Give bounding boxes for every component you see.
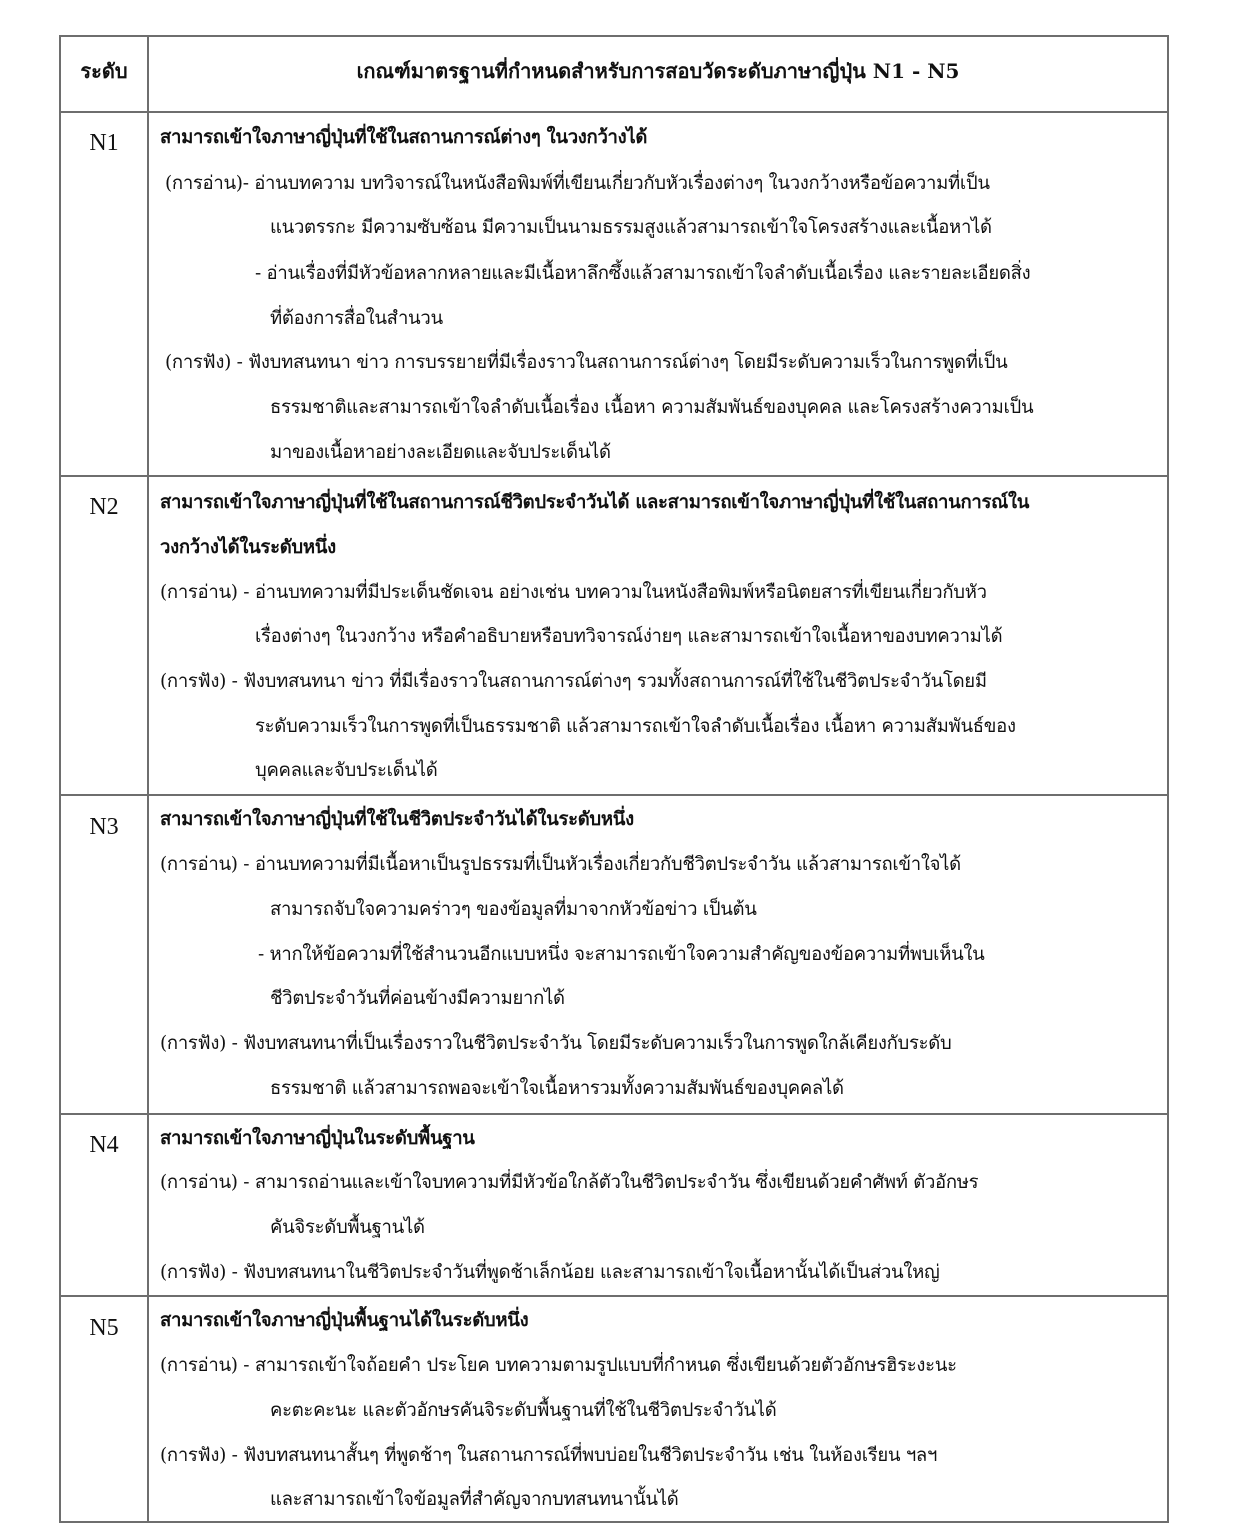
- header-level-label: ระดับ: [80, 59, 128, 83]
- n3-reading-line: สามารถจับใจความคร่าวๆ ของข้อมูลที่มาจากหัวข้อข่าว เป็นต้น: [270, 899, 757, 920]
- n3-reading-line: ชีวิตประจำวันที่ค่อนข้างมีความยากได้: [270, 988, 565, 1009]
- header-divider: [59, 111, 1169, 113]
- n1-reading-line: ที่ต้องการสื่อในสำนวน: [270, 308, 443, 329]
- row-divider-n2-n3: [59, 794, 1169, 796]
- n2-listening-line: บุคคลและจับประเด็นได้: [255, 760, 438, 781]
- n3-reading-line: - หากให้ข้อความที่ใช้สำนวนอีกแบบหนึ่ง จะสามารถเข้าใจความสำคัญของข้อความที่พบเห็นใน: [258, 944, 985, 965]
- n2-summary: วงกว้างได้ในระดับหนึ่ง: [160, 537, 336, 558]
- column-divider: [147, 35, 149, 1523]
- level-n3: N3: [89, 814, 119, 840]
- n3-listening-line: (การฟัง) - ฟังบทสนทนาที่เป็นเรื่องราวในชีวิตประจำวัน โดยมีระดับความเร็วในการพูดใกล้เคียงกับระดับ: [160, 1033, 952, 1054]
- n3-listening-line: ธรรมชาติ แล้วสามารถพอจะเข้าใจเนื้อหารวมทั้งความสัมพันธ์ของบุคคลได้: [270, 1078, 844, 1099]
- n2-listening-line: (การฟัง) - ฟังบทสนทนา ข่าว ที่มีเรื่องราวในสถานการณ์ต่างๆ รวมทั้งสถานการณ์ที่ใช้ในชีวิตประจำวันโดยมี: [160, 671, 987, 692]
- level-n4: N4: [89, 1132, 119, 1158]
- n4-summary: สามารถเข้าใจภาษาญี่ปุ่นในระดับพื้นฐาน: [160, 1128, 475, 1149]
- row-divider-n4-n5: [59, 1295, 1169, 1297]
- level-n2: N2: [89, 494, 119, 520]
- n1-listening-line: มาของเนื้อหาอย่างละเอียดและจับประเด็นได้: [270, 442, 611, 463]
- n5-summary: สามารถเข้าใจภาษาญี่ปุ่นพื้นฐานได้ในระดับหนึ่ง: [160, 1310, 529, 1331]
- n3-reading-line: (การอ่าน) - อ่านบทความที่มีเนื้อหาเป็นรูปธรรมที่เป็นหัวเรื่องเกี่ยวกับชีวิตประจำวัน แล้วสามารถเข้าใจได้: [160, 854, 961, 875]
- n4-reading-line: คันจิระดับพื้นฐานได้: [270, 1217, 425, 1238]
- n2-reading-line: (การอ่าน) - อ่านบทความที่มีประเด็นชัดเจน อย่างเช่น บทความในหนังสือพิมพ์หรือนิตยสารที่เขียนเกี่ยวกับหัว: [160, 582, 987, 603]
- n4-listening-line: (การฟัง) - ฟังบทสนทนาในชีวิตประจำวันที่พูดช้าเล็กน้อย และสามารถเข้าใจเนื้อหานั้นได้เป็นส่วนใหญ่: [160, 1262, 940, 1283]
- n5-listening-line: (การฟัง) - ฟังบทสนทนาสั้นๆ ที่พูดช้าๆ ในสถานการณ์ที่พบบ่อยในชีวิตประจำวัน เช่น ในห้องเรียน ฯลฯ: [160, 1445, 938, 1466]
- level-n5: N5: [89, 1315, 119, 1341]
- header-title: เกณฑ์มาตรฐานที่กำหนดสำหรับการสอบวัดระดับภาษาญี่ปุ่น N1 - N5: [356, 59, 960, 83]
- row-divider-n3-n4: [59, 1113, 1169, 1115]
- n1-reading-line: แนวตรรกะ มีความซับซ้อน มีความเป็นนามธรรมสูงแล้วสามารถเข้าใจโครงสร้างและเนื้อหาได้: [270, 217, 992, 238]
- row-divider-n1-n2: [59, 475, 1169, 477]
- n3-summary: สามารถเข้าใจภาษาญี่ปุ่นที่ใช้ในชีวิตประจำวันได้ในระดับหนึ่ง: [160, 809, 634, 830]
- n2-listening-line: ระดับความเร็วในการพูดที่เป็นธรรมชาติ แล้วสามารถเข้าใจลำดับเนื้อเรื่อง เนื้อหา ความสัมพันธ์ของ: [255, 716, 1016, 737]
- n1-listening-line: (การฟัง) - ฟังบทสนทนา ข่าว การบรรยายที่มีเรื่องราวในสถานการณ์ต่างๆ โดยมีระดับความเร็วในการพูดที่เป็น: [165, 352, 1008, 373]
- n5-reading-line: (การอ่าน) - สามารถเข้าใจถ้อยคำ ประโยค บทความตามรูปแบบที่กำหนด ซึ่งเขียนด้วยตัวอักษรฮิระงะนะ: [160, 1355, 957, 1376]
- n5-reading-line: คะตะคะนะ และตัวอักษรคันจิระดับพื้นฐานที่ใช้ในชีวิตประจำวันได้: [270, 1400, 777, 1421]
- n1-summary: สามารถเข้าใจภาษาญี่ปุ่นที่ใช้ในสถานการณ์ต่างๆ ในวงกว้างได้: [160, 127, 648, 148]
- n1-listening-line: ธรรมชาติและสามารถเข้าใจลำดับเนื้อเรื่อง เนื้อหา ความสัมพันธ์ของบุคคล และโครงสร้างความเป็น: [270, 397, 1034, 418]
- n1-reading-line: - อ่านเรื่องที่มีหัวข้อหลากหลายและมีเนื้อหาลึกซึ้งแล้วสามารถเข้าใจลำดับเนื้อเรื่อง และรายละเอียดสิ่ง: [255, 263, 1031, 284]
- level-n1: N1: [89, 130, 119, 156]
- n4-reading-line: (การอ่าน) - สามารถอ่านและเข้าใจบทความที่มีหัวข้อใกล้ตัวในชีวิตประจำวัน ซึ่งเขียนด้วยคำศัพท์ ตัวอักษร: [160, 1172, 979, 1193]
- n2-summary: สามารถเข้าใจภาษาญี่ปุ่นที่ใช้ในสถานการณ์ชีวิตประจำวันได้ และสามารถเข้าใจภาษาญี่ปุ่นที่ใช้ในสถานการณ์ใน: [160, 492, 1030, 513]
- n5-listening-line: และสามารถเข้าใจข้อมูลที่สำคัญจากบทสนทนานั้นได้: [270, 1489, 679, 1510]
- n2-reading-line: เรื่องต่างๆ ในวงกว้าง หรือคำอธิบายหรือบทวิจารณ์ง่ายๆ และสามารถเข้าใจเนื้อหาของบทความได้: [255, 626, 1003, 647]
- n1-reading-line: (การอ่าน)- อ่านบทความ บทวิจารณ์ในหนังสือพิมพ์ที่เขียนเกี่ยวกับหัวเรื่องต่างๆ ในวงกว้างหรือข้อความที่เป็น: [165, 173, 990, 194]
